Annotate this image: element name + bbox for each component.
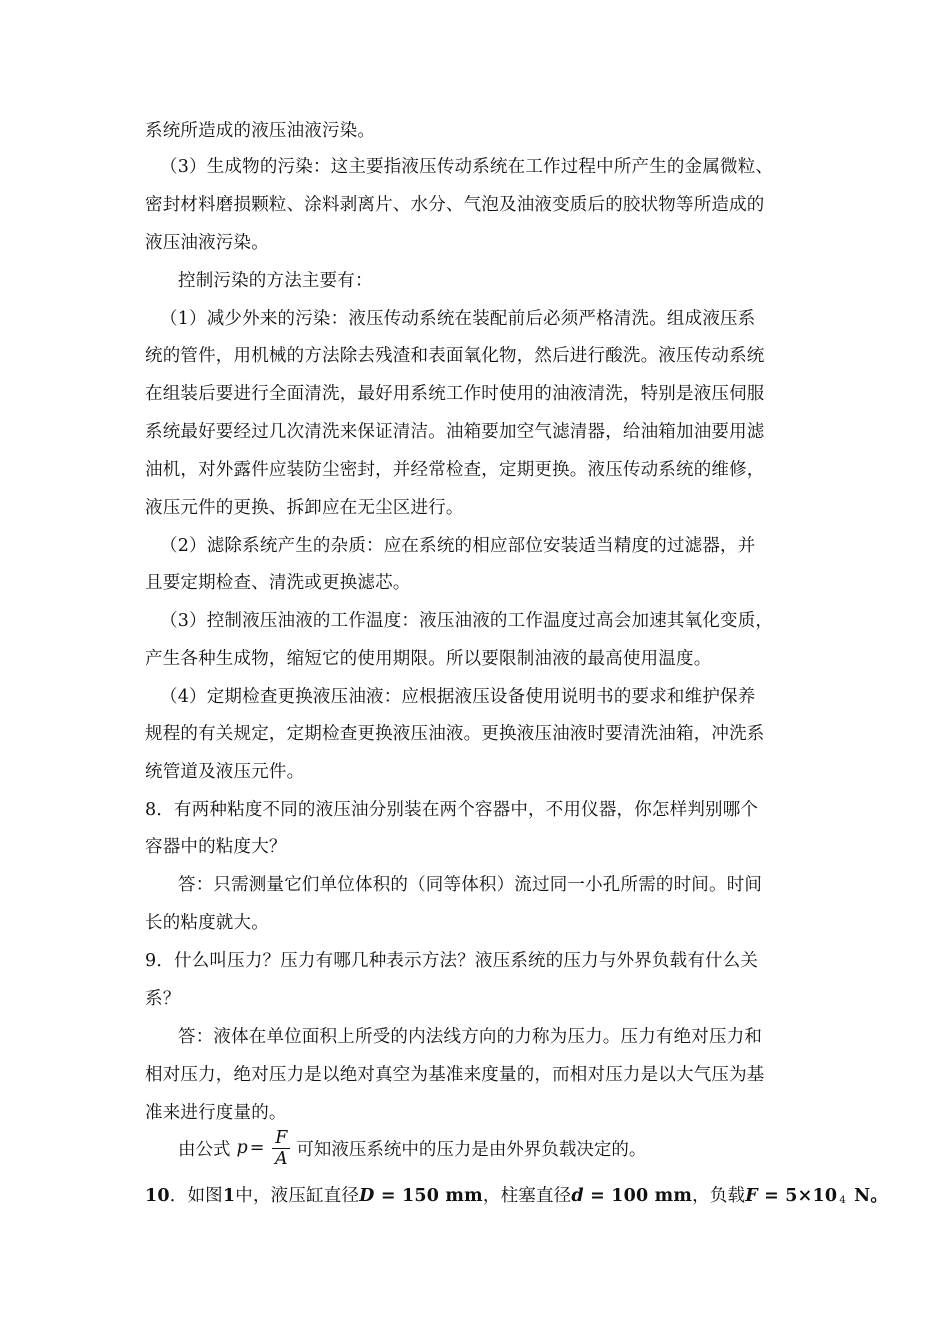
value-D: = 150 mm	[374, 1186, 483, 1206]
text-line: 规程的有关规定，定期检查更换液压油液。更换液压油液时要清洗油箱，冲洗系	[145, 724, 765, 744]
text-line: 产生各种生成物，缩短它的使用期限。所以要限制油液的最高使用温度。	[145, 649, 712, 669]
formula-denominator: A	[275, 1148, 288, 1169]
question-9: 9．什么叫压力？压力有哪几种表示方法？液压系统的压力与外界负载有什么关	[145, 951, 759, 971]
unit-N: N。	[847, 1186, 889, 1206]
formula-fraction	[272, 1128, 290, 1169]
text-line: （3）控制液压油液的工作温度：液压油液的工作温度过高会加速其氧化变质，	[160, 611, 774, 631]
var-D: D	[359, 1186, 375, 1206]
q10-text: ．如图	[169, 1186, 223, 1206]
question-8: 8．有两种粘度不同的液压油分别装在两个容器中，不用仪器，你怎样判别哪个	[145, 800, 759, 820]
text-line: 且要定期检查、清洗或更换滤芯。	[145, 573, 411, 593]
text-line: 准来进行度量的。	[145, 1103, 287, 1123]
text-line: 系统最好要经过几次清洗来保证清洁。油箱要加空气滤清器，给油箱加油要用滤	[145, 422, 765, 442]
question-number: 10	[145, 1186, 170, 1206]
exponent: 4	[839, 1195, 846, 1206]
text-line: （2）滤除系统产生的杂质：应在系统的相应部位安装适当精度的过滤器，并	[160, 536, 756, 556]
text-line: 油机，对外露件应装防尘密封，并经常检查，定期更换。液压传动系统的维修，	[145, 460, 765, 480]
formula-prefix: 由公式	[178, 1139, 231, 1160]
formula-suffix: 可知液压系统中的压力是由外界负载决定的。	[296, 1139, 647, 1160]
text-line: （3）生成物的污染：这主要指液压传动系统在工作过程中所产生的金属微粒、	[160, 157, 774, 177]
q10-text: 中，液压缸直径	[235, 1186, 360, 1206]
question-10	[145, 1185, 888, 1212]
var-F: F	[745, 1186, 758, 1206]
text-line: 在组装后要进行全面清洗，最好用系统工作时使用的油液清洗，特别是液压伺服	[145, 384, 765, 404]
text-line: 相对压力，绝对压力是以绝对真空为基准来度量的，而相对压力是以大气压为基	[145, 1065, 765, 1085]
q10-text: ，负载	[692, 1186, 746, 1206]
formula-line	[178, 1120, 646, 1176]
formula-numerator: F	[275, 1127, 288, 1148]
figure-ref: 1	[222, 1186, 236, 1206]
text-line: （4）定期检查更换液压油液：应根据液压设备使用说明书的要求和维护保养	[160, 687, 756, 707]
text-line: 系？	[145, 989, 181, 1009]
text-line: （1）减少外来的污染：液压传动系统在装配前后必须严格清洗。组成液压系	[160, 309, 756, 329]
text-line: 液压元件的更换、拆卸应在无尘区进行。	[145, 498, 464, 518]
formula-eq: =	[249, 1138, 265, 1158]
formula-lhs: p	[236, 1138, 248, 1158]
text-line: 液压油液污染。	[145, 233, 269, 253]
answer-9: 答：液体在单位面积上所受的内法线方向的力称为压力。压力有绝对压力和	[178, 1027, 763, 1047]
text-line: 控制污染的方法主要有：	[178, 271, 373, 291]
var-d: d	[571, 1186, 584, 1206]
text-line: 长的粘度就大。	[145, 913, 269, 933]
answer-8: 答：只需测量它们单位体积的（同等体积）流过同一小孔所需的时间。时间	[178, 875, 763, 895]
text-line: 统管道及液压元件。	[145, 762, 305, 782]
text-line: 容器中的粘度大？	[145, 837, 287, 857]
value-F: = 5×10	[757, 1186, 838, 1206]
value-d: = 100 mm	[583, 1186, 693, 1206]
text-line: 系统所造成的液压油液污染。	[145, 121, 376, 141]
q10-text: ，柱塞直径	[482, 1186, 572, 1206]
text-line: 统的管件，用机械的方法除去残渣和表面氧化物，然后进行酸洗。液压传动系统	[145, 346, 765, 366]
text-line: 密封材料磨损颗粒、涂料剥离片、水分、气泡及油液变质后的胶状物等所造成的	[145, 195, 765, 215]
